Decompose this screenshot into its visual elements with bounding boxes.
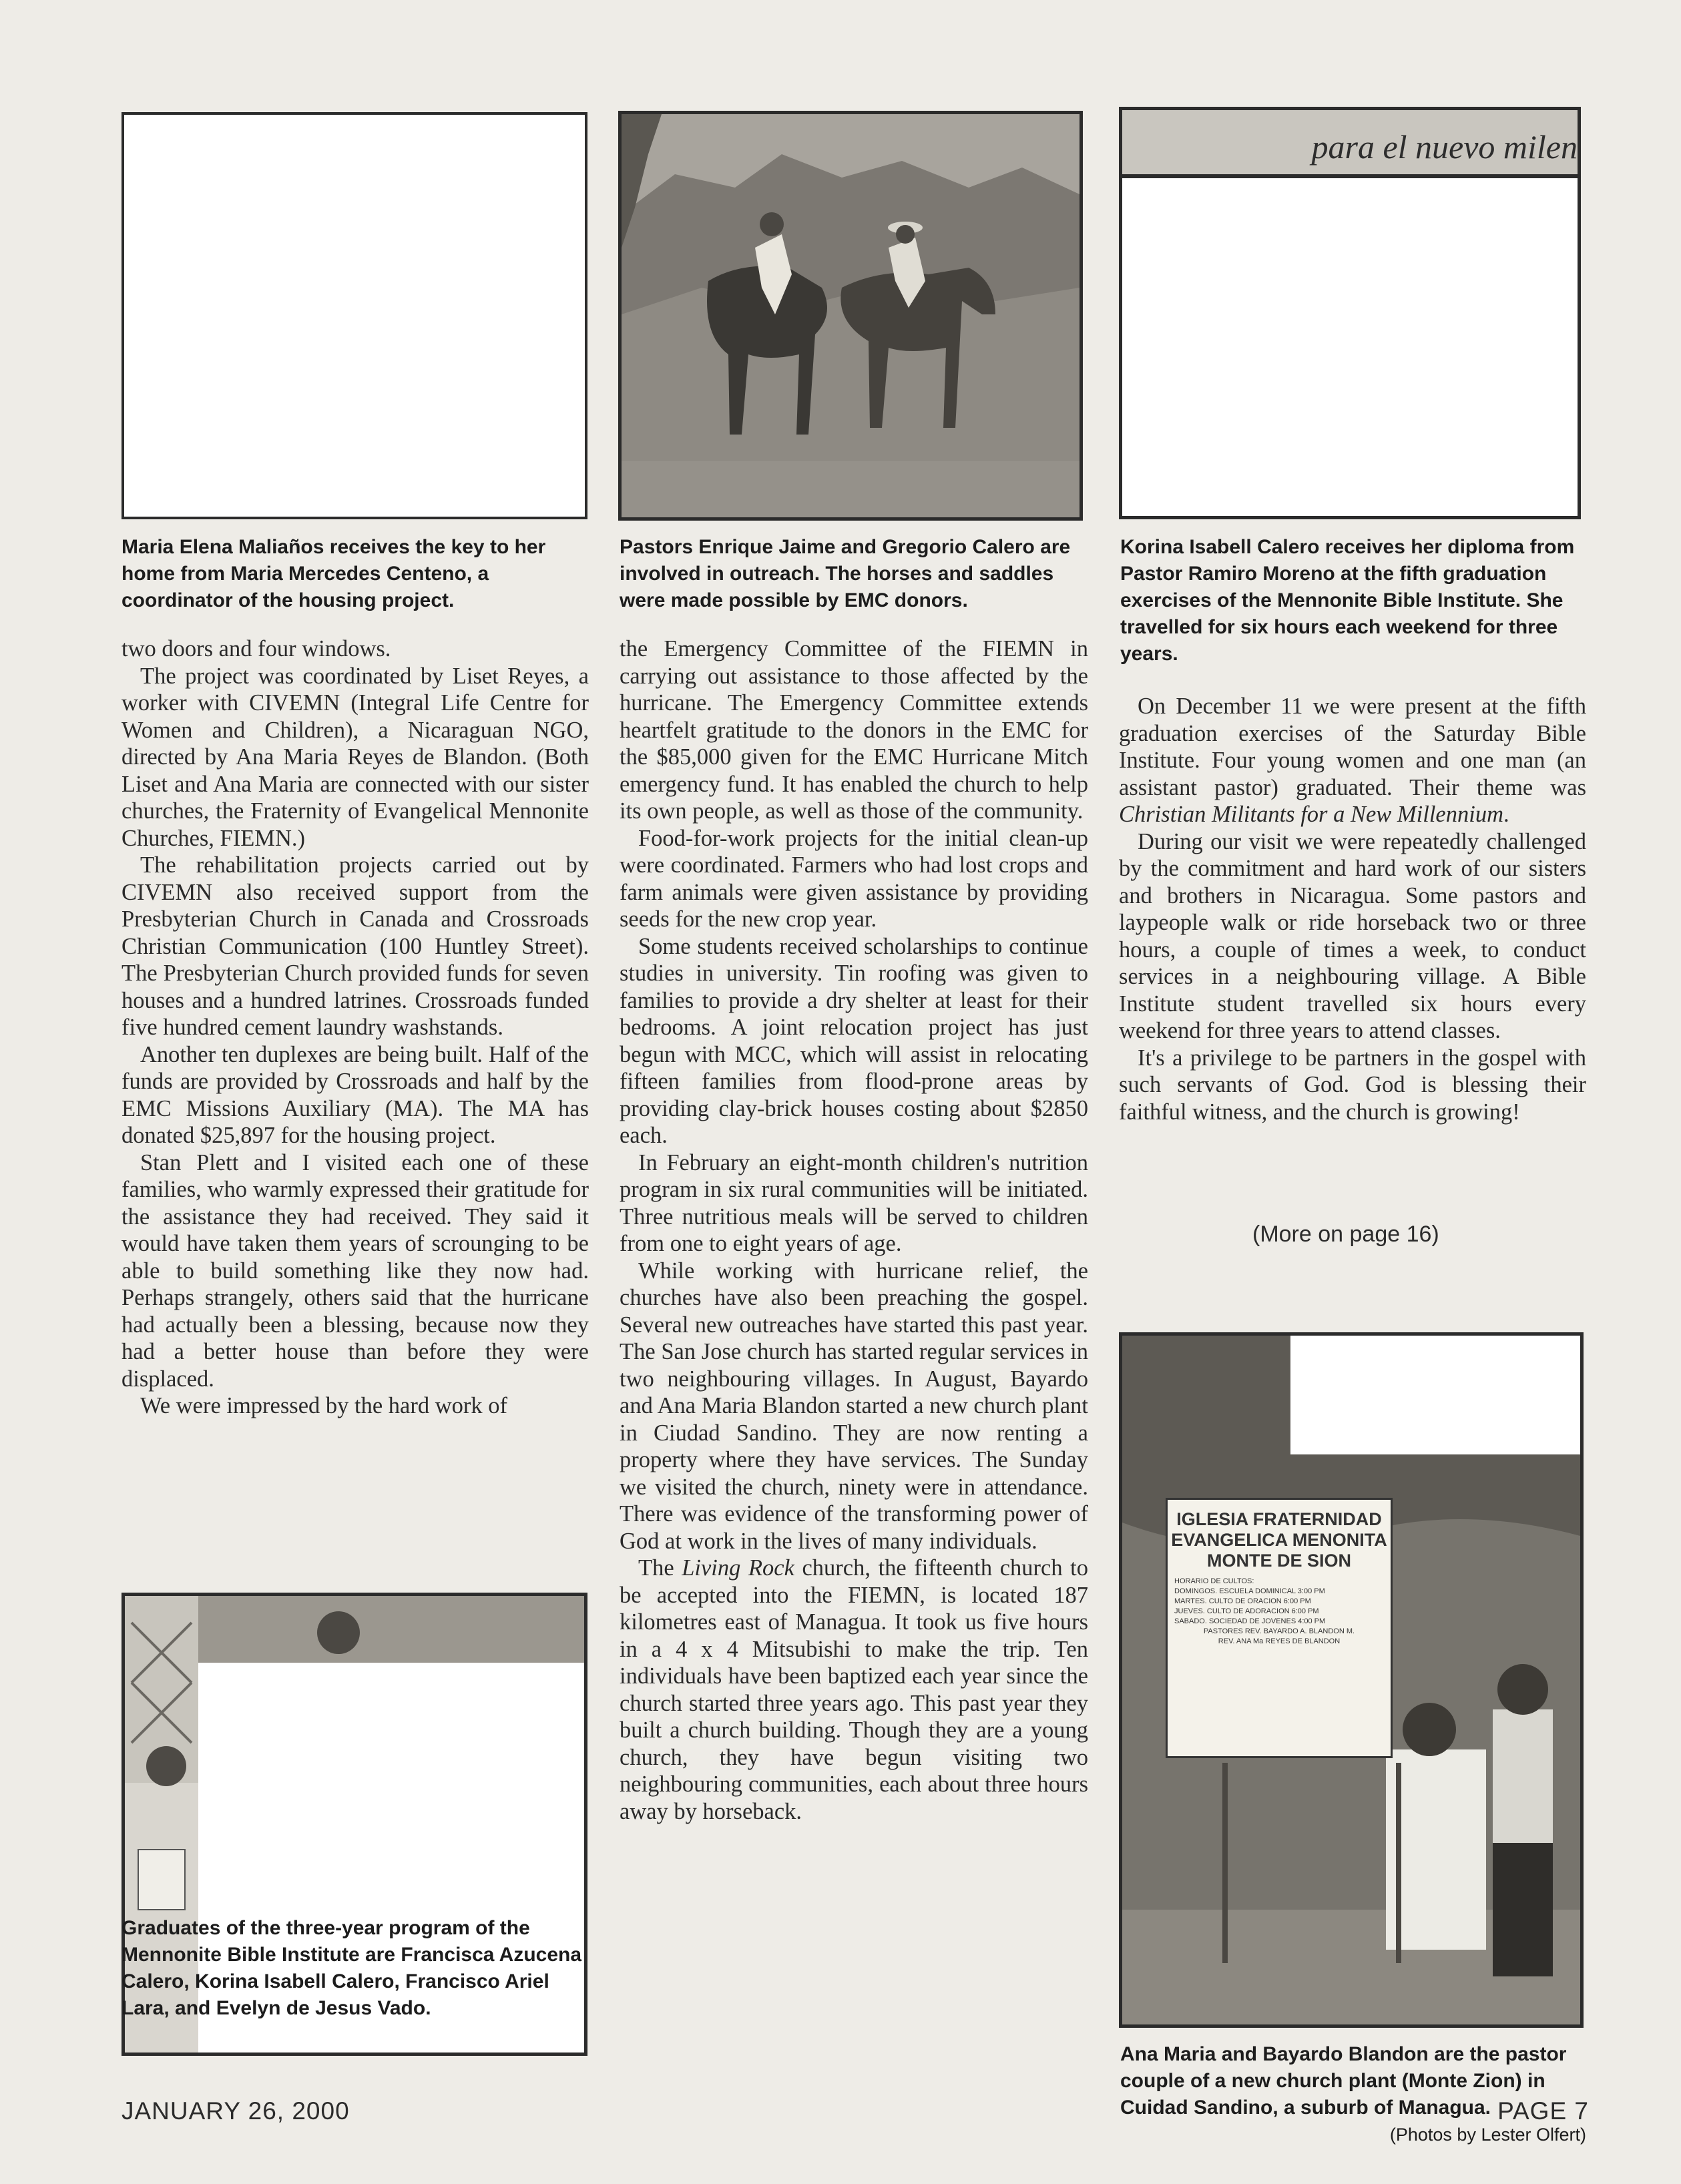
photo-diploma [1119, 107, 1581, 519]
sign-title: IGLESIA FRATERNIDAD EVANGELICA MENONITA MONTE DE SION [1171, 1509, 1387, 1571]
col3-paragraph: It's a privilege to be partners in the gospel with such servants of God. God is blessing their faithful witness, and the church is growing! [1119, 1045, 1586, 1125]
col2-paragraph: The Living Rock church, the fifteenth church to be accepted into the FIEMN, is located 187 kilometres east of Managua. It took us five hours in a 4 x 4 Mitsubishi to make the trip. Ten individuals have been baptized each year since the church started three years ago. This past year they built a church building. Though they are a young church, they have begun visiting two neighbouring communities, each about three hours away by horseback. [620, 1555, 1088, 1824]
banner-strip [1122, 110, 1578, 174]
photo-pastors-horseback [618, 111, 1083, 521]
sign-line: MARTES. CULTO DE ORACION 6:00 PM [1174, 1597, 1311, 1605]
church-name-living-rock: Living Rock [682, 1555, 794, 1581]
photo-credit: (Photos by Lester Olfert) [1389, 2125, 1586, 2145]
col2-paragraph: In February an eight-month children's nutrition program in six rural communities will be initiated. Three nutritious meals will be served to children from one to eight years of age. [620, 1149, 1088, 1256]
col3-paragraph: During our visit we were repeatedly challenged by the commitment and hard work of our sisters and brothers in Nicaragua. Some pastors and laypeople walk or ride horseback two or three hours, a couple of times a week, to conduct services in a neighbouring village. A Bible Institute student travelled six hours every weekend for three years to attend classes. [1119, 828, 1586, 1043]
col1-paragraph: Another ten duplexes are being built. Half of the funds are provided by Crossroads and half by the EMC Missions Auxiliary (MA). The MA has donated $25,897 for the housing project. [122, 1041, 589, 1148]
sign-line: SABADO. SOCIEDAD DE JOVENES 4:00 PM [1174, 1617, 1326, 1625]
article-column-3 [1119, 693, 1586, 1125]
article-column-1 [122, 635, 589, 1420]
col3-paragraph: On December 11 we were present at the fifth graduation exercises of the Saturday Bible Institute. Four young women and one man (an assistant pastor) graduated. Their theme was Christian Militants for a New Millennium. [1119, 694, 1586, 827]
article-column-2 [620, 635, 1088, 1825]
caption-blandon-couple [1120, 2041, 1586, 2148]
horseback-scene [622, 114, 1079, 517]
caption-graduates: Graduates of the three-year program of the Mennonite Bible Institute are Francisca Azucena Calero, Korina Isabell Calero, Francisco Ariel Lara, and Evelyn de Jesus Vado. [122, 1917, 582, 2019]
caption-housing-key: Maria Elena Maliaños receives the key to her home from Maria Mercedes Centeno, a coordinator of the housing project. [122, 536, 546, 611]
col2-paragraph: the Emergency Committee of the FIEMN in carrying out assistance to those affected by the hurricane. The Emergency Committee extends heartfelt gratitude to the donors in the EMC for the $85,000 given for the EMC Hurricane Mitch emergency fund. It has enabled the church to help its own people, as well as those of the community. [620, 636, 1088, 824]
col2-paragraph: Food-for-work projects for the initial clean-up were coordinated. Farmers who had lost crops and farm animals were given assistance by providing seeds for the new crop year. [620, 825, 1088, 932]
sign-line: JUEVES. CULTO DE ADORACION 6:00 PM [1174, 1607, 1319, 1615]
man-figure [1493, 1709, 1553, 1843]
sign-line: HORARIO DE CULTOS: [1174, 1577, 1254, 1585]
church-sign [1166, 1498, 1393, 1758]
page-number: PAGE 7 [1497, 2097, 1589, 2125]
sign-line: DOMINGOS. ESCUELA DOMINICAL 3:00 PM [1174, 1587, 1325, 1595]
graduation-theme: Christian Militants for a New Millennium [1119, 802, 1503, 827]
col2-paragraph: While working with hurricane relief, the churches have also been preaching the gospel. Several new outreaches have started this past year. The San Jose church has started regular services in two neighbouring villages. In August, Bayardo and Ana Maria Blandon started a new church plant in Ciudad Sandino. They are now renting a property where they have services. The Sunday we visited the church, ninety were in attendance. There was evidence of the transforming power of God at work in the lives of many individuals. [620, 1258, 1088, 1554]
banner-text: para el nuevo milen [1311, 128, 1578, 166]
col1-paragraph: The project was coordinated by Liset Reyes, a worker with CIVEMN (Integral Life Centre for Women and Children), a Nicaraguan NGO, directed by Ana Maria Reyes de Blandon. (Both Liset and Ana Maria are connected with our sister churches, the Fraternity of Evangelical Mennonite Churches, FIEMN.) [122, 663, 589, 851]
photo-housing-key [122, 112, 587, 519]
col1-paragraph: We were impressed by the hard work of [140, 1393, 507, 1418]
col1-paragraph: two doors and four windows. [122, 636, 391, 661]
redacted-area [1290, 1336, 1580, 1454]
col2-paragraph: Some students received scholarships to continue studies in university. Tin roofing was given to families to provide a dry shelter at least for their bedrooms. A joint relocation project has just begun with MCC, which will assist in relocating fifteen families from flood-prone areas by providing clay-brick houses costing about $2850 each. [620, 933, 1088, 1148]
continued-on-page: (More on page 16) [1252, 1221, 1439, 1247]
caption-pastors-horseback: Pastors Enrique Jaime and Gregorio Calero are involved in outreach. The horses and saddles were made possible by EMC donors. [620, 536, 1071, 611]
col1-paragraph: Stan Plett and I visited each one of these families, who warmly expressed their gratitude for the assistance they had received. They said it would have taken them years of scrounging to be able to build something like they now had. Perhaps strangely, others said that the hurricane had actually been a blessing, because now they had a better house than before they were displaced. [122, 1149, 589, 1392]
col1-paragraph: The rehabilitation projects carried out by CIVEMN also received support from the Presbyterian Church in Canada and Crossroads Christian Communication (100 Huntley Street). The Presbyterian Church provided funds for seven houses and a hundred latrines. Crossroads funded five hundred cement laundry washstands. [122, 852, 589, 1040]
caption-diploma: Korina Isabell Calero receives her diploma from Pastor Ramiro Moreno at the fifth graduation exercises of the Mennonite Bible Institute. She travelled for six hours each weekend for three years. [1120, 536, 1575, 665]
sign-line: PASTORES REV. BAYARDO A. BLANDON M. [1203, 1627, 1355, 1635]
caption-text: Ana Maria and Bayardo Blandon are the pastor couple of a new church plant (Monte Zion) in Cuidad Sandino, a suburb of Managua. [1120, 2043, 1567, 2119]
issue-date: JANUARY 26, 2000 [122, 2097, 350, 2125]
sign-line: REV. ANA Ma REYES DE BLANDON [1218, 1637, 1341, 1645]
